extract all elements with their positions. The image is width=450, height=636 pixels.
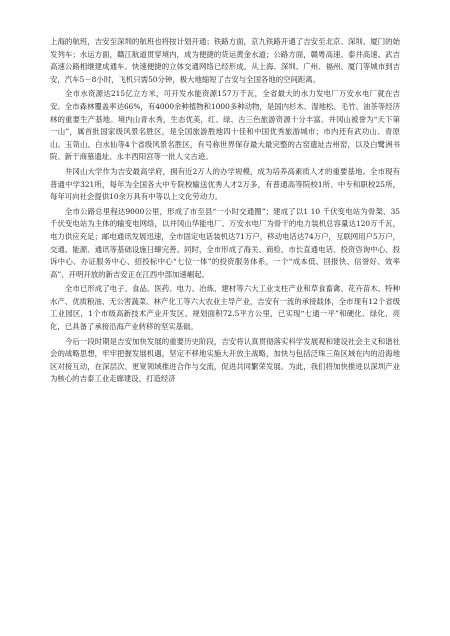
paragraph-4: 全市公路总里程达9000公里，形成了市至县“一小时交通圈”；建成了以1 10 千伏变电站为骨架、35千伏变电站为主体的输变电网络，以井冈山华能电厂、万安水电厂为骨干的电力装机总容量达120万千瓦，电力供应充足；邮电通讯发展迅速，全市固定电话装机达71万户，移动电话达74万户，互联网用户5万户，交通、能源、通讯等基础设施日臻完善。同时，全市形成了海关、商检、市长直通电话、投资咨询中心、投诉中心、办证服务中心、招投标中心“七位一体”的投资服务体系，一个“成本低、回报快、信誉好、效率高”、开明开放的新吉安正在江西中部加速崛起。 — [50, 206, 400, 279]
paragraph-2: 全市水资源达215亿立方米，可开发水能资源157万千瓦，全省最大的水力发电厂万安水电厂就在吉安。全市森林覆盖率达66%，有4000余种植物和1000多种动物，是国内杉木、湿地松、毛竹、油茶等经济林的重要生产基地。境内山青水秀，生态优美，红、绿、古三色旅游资源十分丰富。井冈山被誉为“天下第一山”，属首批国家级风景名胜区，是全国旅游胜地四十佳和中国优秀旅游城市；市内还有武功山、青原山、玉笥山、白水仙等4个省级风景名胜区，有号称世界保存最大最完整的古窑遗址吉州窑，以及白鹭洲书院、新干商墓遗址、永丰西阳宫等一批人文古迹。 — [50, 89, 400, 162]
paragraph-1: 上海的航班，吉安至深圳的航班也将按计划开通；铁路方面，京九铁路开通了吉安至北京、深圳、厦门的始发列车；水运方面，赣江航道贯穿境内，成为便捷的货运黄金水道；公路方面，赣粤高速、泰井高速、武吉高速公路相继建成通车。快速便捷的立体交通网络已经形成。从上海、深圳、广州、福州、厦门等城市到吉安，汽车5－8小时，飞机只需50分钟，极大地缩短了吉安与全国各地的空间距离。 — [50, 37, 400, 84]
paragraph-6: 今后一段时期是吉安加快发展的重要历史阶段，吉安将认真贯彻落实科学发展观和建设社会主义和谐社会的战略思想，牢牢把握发展机遇，坚定不移地实施大开放主战略，加快与包括泛珠三角区域在内的沿海地区对接互动，在深层次、更宽领域推进合作与交流，促进共同繁荣发展。为此，我们将加快推进以深圳产业为核心的吉泰工业走廊建设，打造经济 — [50, 336, 400, 384]
paragraph-3: 井冈山大学作为吉安最高学府，拥有近2万人的办学规模，成为培养高素质人才的重要基地。全市现有普通中学321所，每年为全国各大中专院校输送优秀人才2万多，有普通高等院校1所、中专和职校25所，每年可向社会提供10余万具有中等以上文化劳动力。 — [50, 166, 400, 202]
document-page — [50, 36, 400, 626]
paragraph-5: 全市已形成了电子、食品、医药、电力、冶炼、建材等六大工业支柱产业和草食畜禽、花卉苗木、特种水产、优质粮油、无公害蔬菜、林产化工等六大农业主导产业，吉安有一流的承接载体，全市现有12个省级工业园区，1个市级高新技术产业开发区。规划面积72.5平方公里，已实现“七通一平”和硬化、绿化、亮化，已具备了承接沿海产业转移的坚实基础。 — [50, 284, 400, 332]
